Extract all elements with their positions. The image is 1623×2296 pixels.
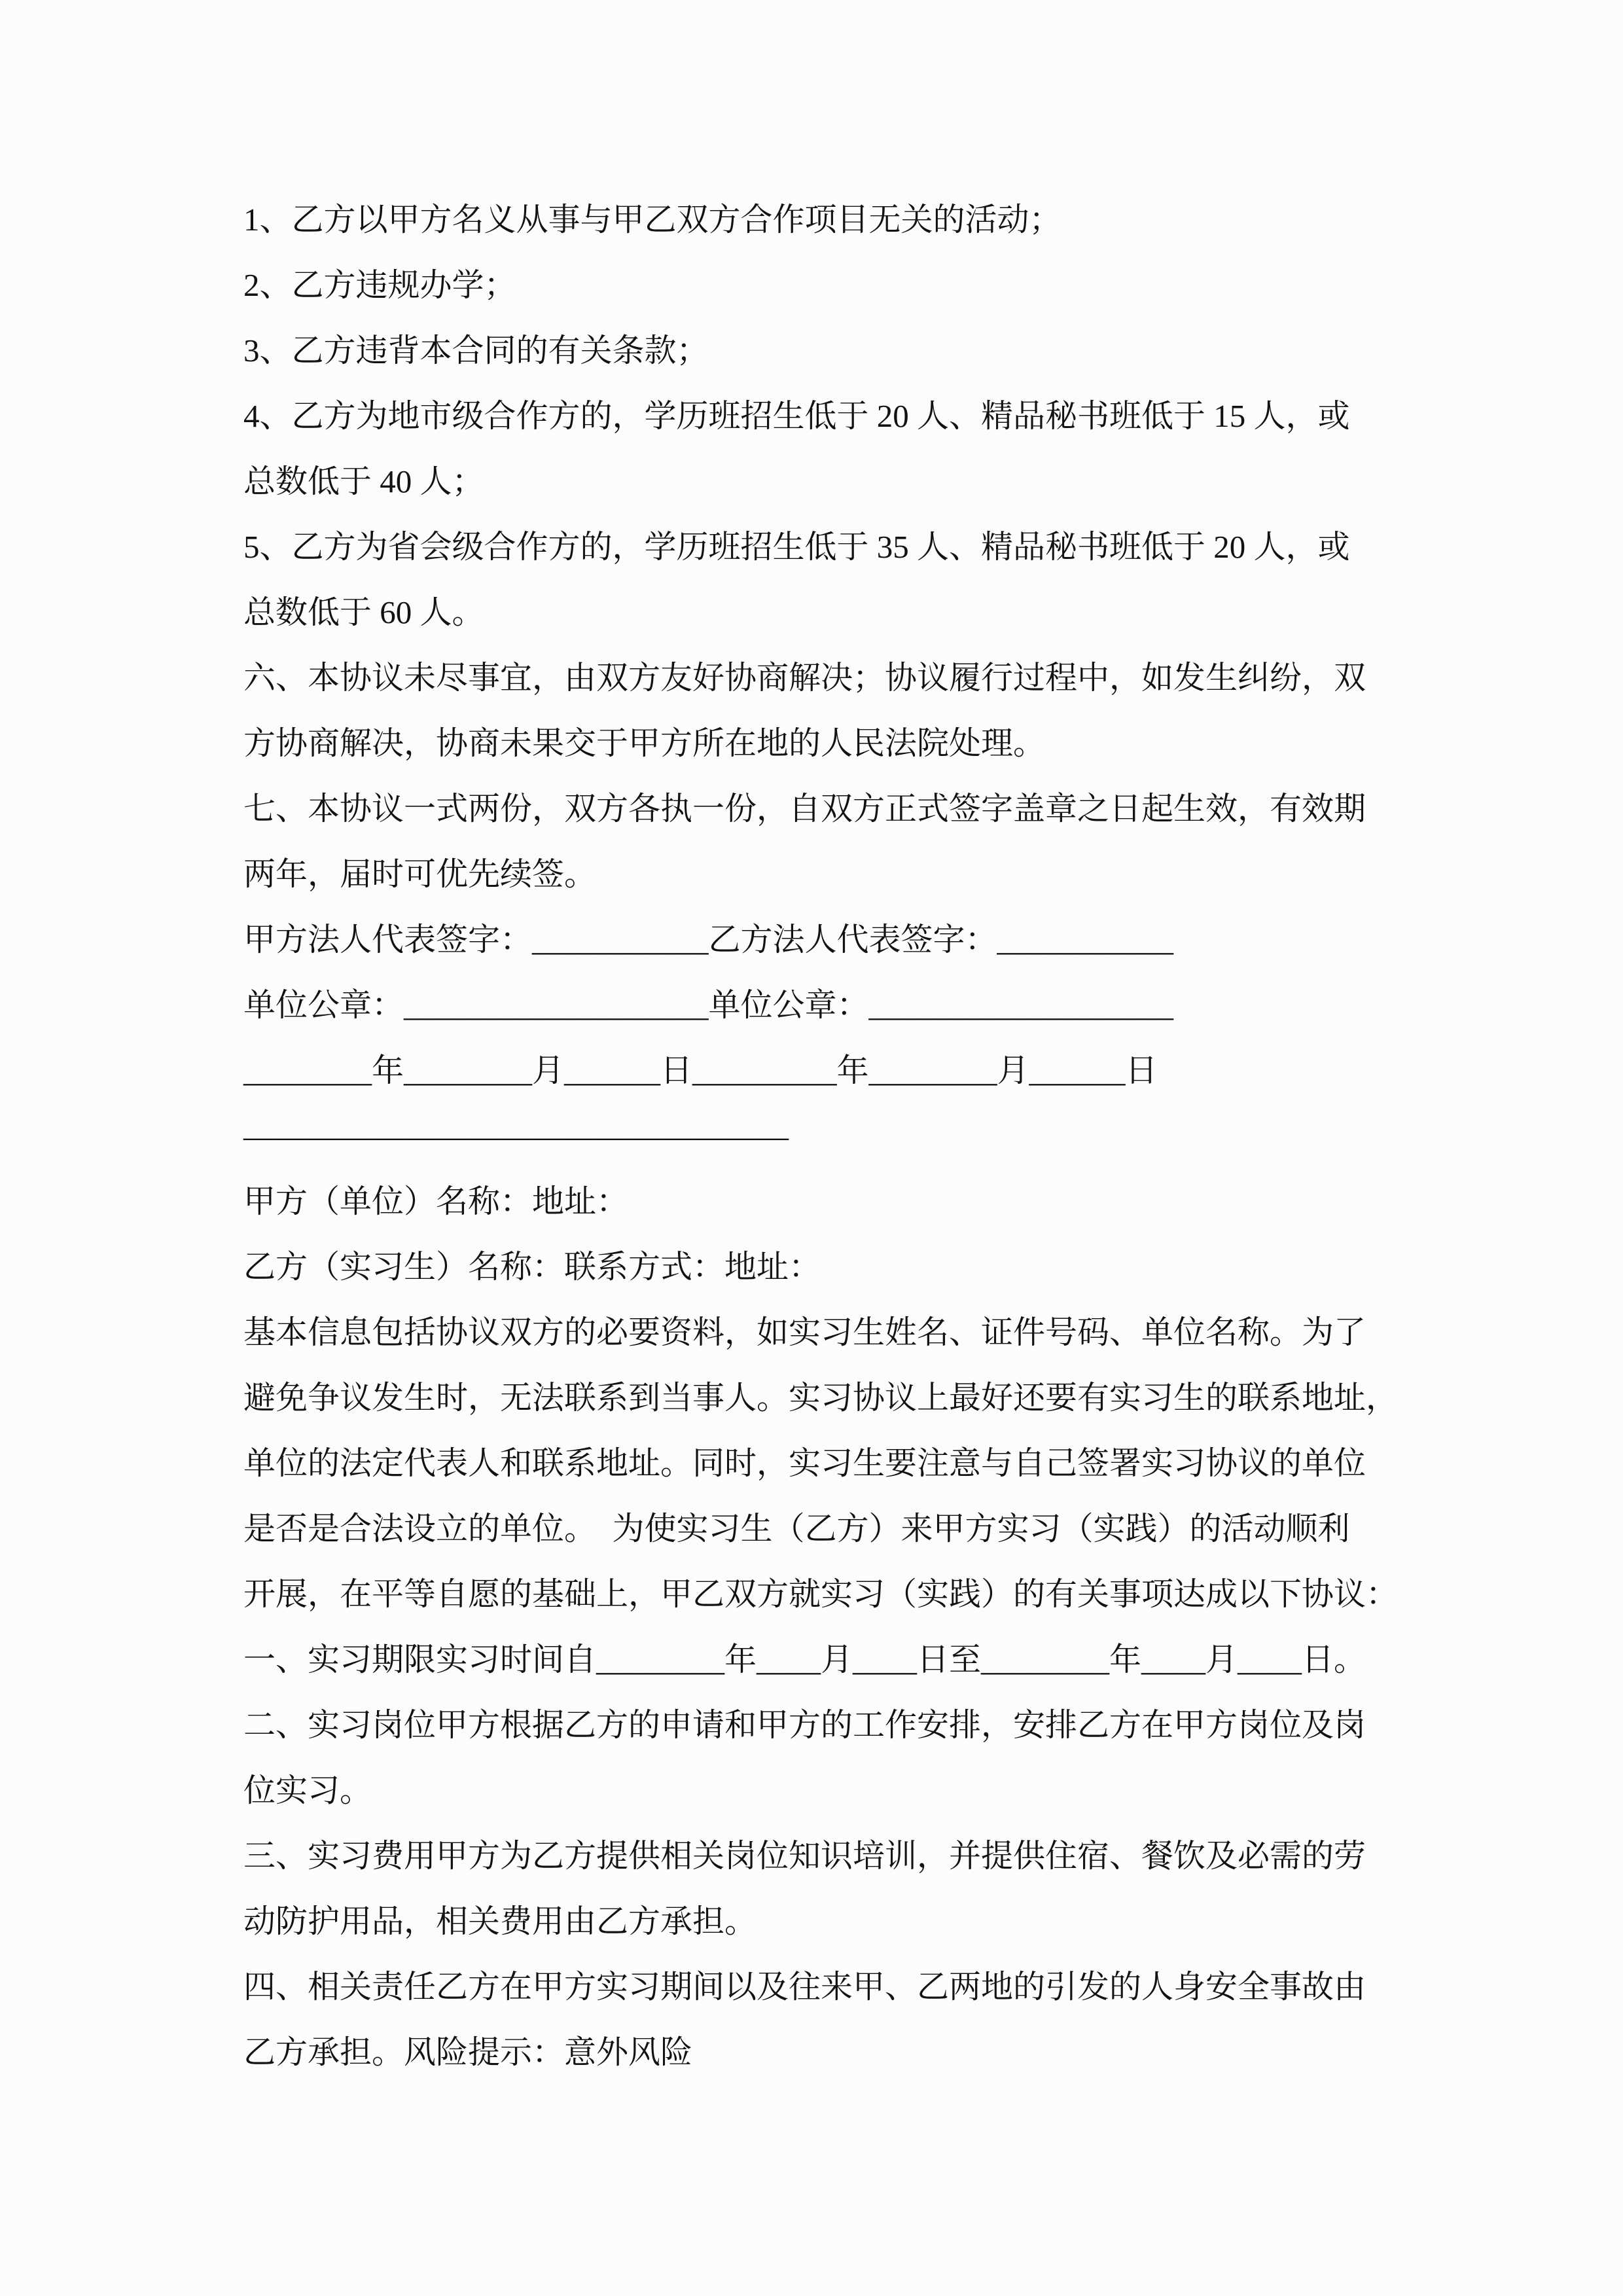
document-line: 七、本协议一式两份，双方各执一份，自双方正式签字盖章之日起生效，有效期 [243, 791, 1366, 827]
document-line: 单位的法定代表人和联系地址。同时，实习生要注意与自己签署实习协议的单位 [243, 1445, 1366, 1481]
document-line: 3、乙方违背本合同的有关条款； [243, 332, 709, 368]
document-line: 4、乙方为地市级合作方的，学历班招生低于 20 人、精品秘书班低于 15 人，或 [243, 398, 1350, 434]
document-line: ————————————————— [243, 1118, 789, 1154]
document-line: 二、实习岗位甲方根据乙方的申请和甲方的工作安排，安排乙方在甲方岗位及岗 [243, 1707, 1366, 1743]
document-line: 甲方（单位）名称：地址： [243, 1183, 629, 1219]
document-line: 总数低于 40 人； [243, 463, 484, 499]
document-line: ________年________月______日_________年________月______日 [243, 1052, 1158, 1088]
document-line: 基本信息包括协议双方的必要资料，如实习生姓名、证件号码、单位名称。为了 [243, 1314, 1366, 1350]
document-line: 甲方法人代表签字：___________乙方法人代表签字：___________ [243, 922, 1174, 958]
document-line: 5、乙方为省会级合作方的，学历班招生低于 35 人、精品秘书班低于 20 人，或 [243, 529, 1350, 565]
document-line: 三、实习费用甲方为乙方提供相关岗位知识培训，并提供住宿、餐饮及必需的劳 [243, 1838, 1366, 1874]
document-line: 避免争议发生时，无法联系到当事人。实习协议上最好还要有实习生的联系地址， [243, 1380, 1399, 1416]
document-line: 单位公章：___________________单位公章：___________________ [243, 987, 1174, 1023]
document-line: 乙方（实习生）名称：联系方式：地址： [243, 1249, 821, 1285]
document-line: 方协商解决，协商未果交于甲方所在地的人民法院处理。 [243, 725, 1046, 761]
document-line: 2、乙方违规办学； [243, 267, 516, 303]
document-line: 动防护用品，相关费用由乙方承担。 [243, 1903, 757, 1939]
document-line: 乙方承担。风险提示：意外风险 [243, 2034, 693, 2070]
document-line: 开展，在平等自愿的基础上，甲乙双方就实习（实践）的有关事项达成以下协议： [243, 1576, 1399, 1612]
document-line: 六、本协议未尽事宜，由双方友好协商解决；协议履行过程中，如发生纠纷，双 [243, 660, 1366, 696]
document-line: 是否是合法设立的单位。 为使实习生（乙方）来甲方实习（实践）的活动顺利 [243, 1511, 1350, 1547]
document-line: 1、乙方以甲方名义从事与甲乙双方合作项目无关的活动； [243, 202, 1061, 238]
document-body [243, 187, 1431, 2085]
document-line: 位实习。 [243, 1772, 372, 1808]
document-line: 四、相关责任乙方在甲方实习期间以及往来甲、乙两地的引发的人身安全事故由 [243, 1969, 1366, 2005]
document-line: 两年，届时可优先续签。 [243, 856, 597, 892]
document-line: 一、实习期限实习时间自________年____月____日至________年____月____日。 [243, 1641, 1366, 1677]
document-line: 总数低于 60 人。 [243, 594, 484, 630]
